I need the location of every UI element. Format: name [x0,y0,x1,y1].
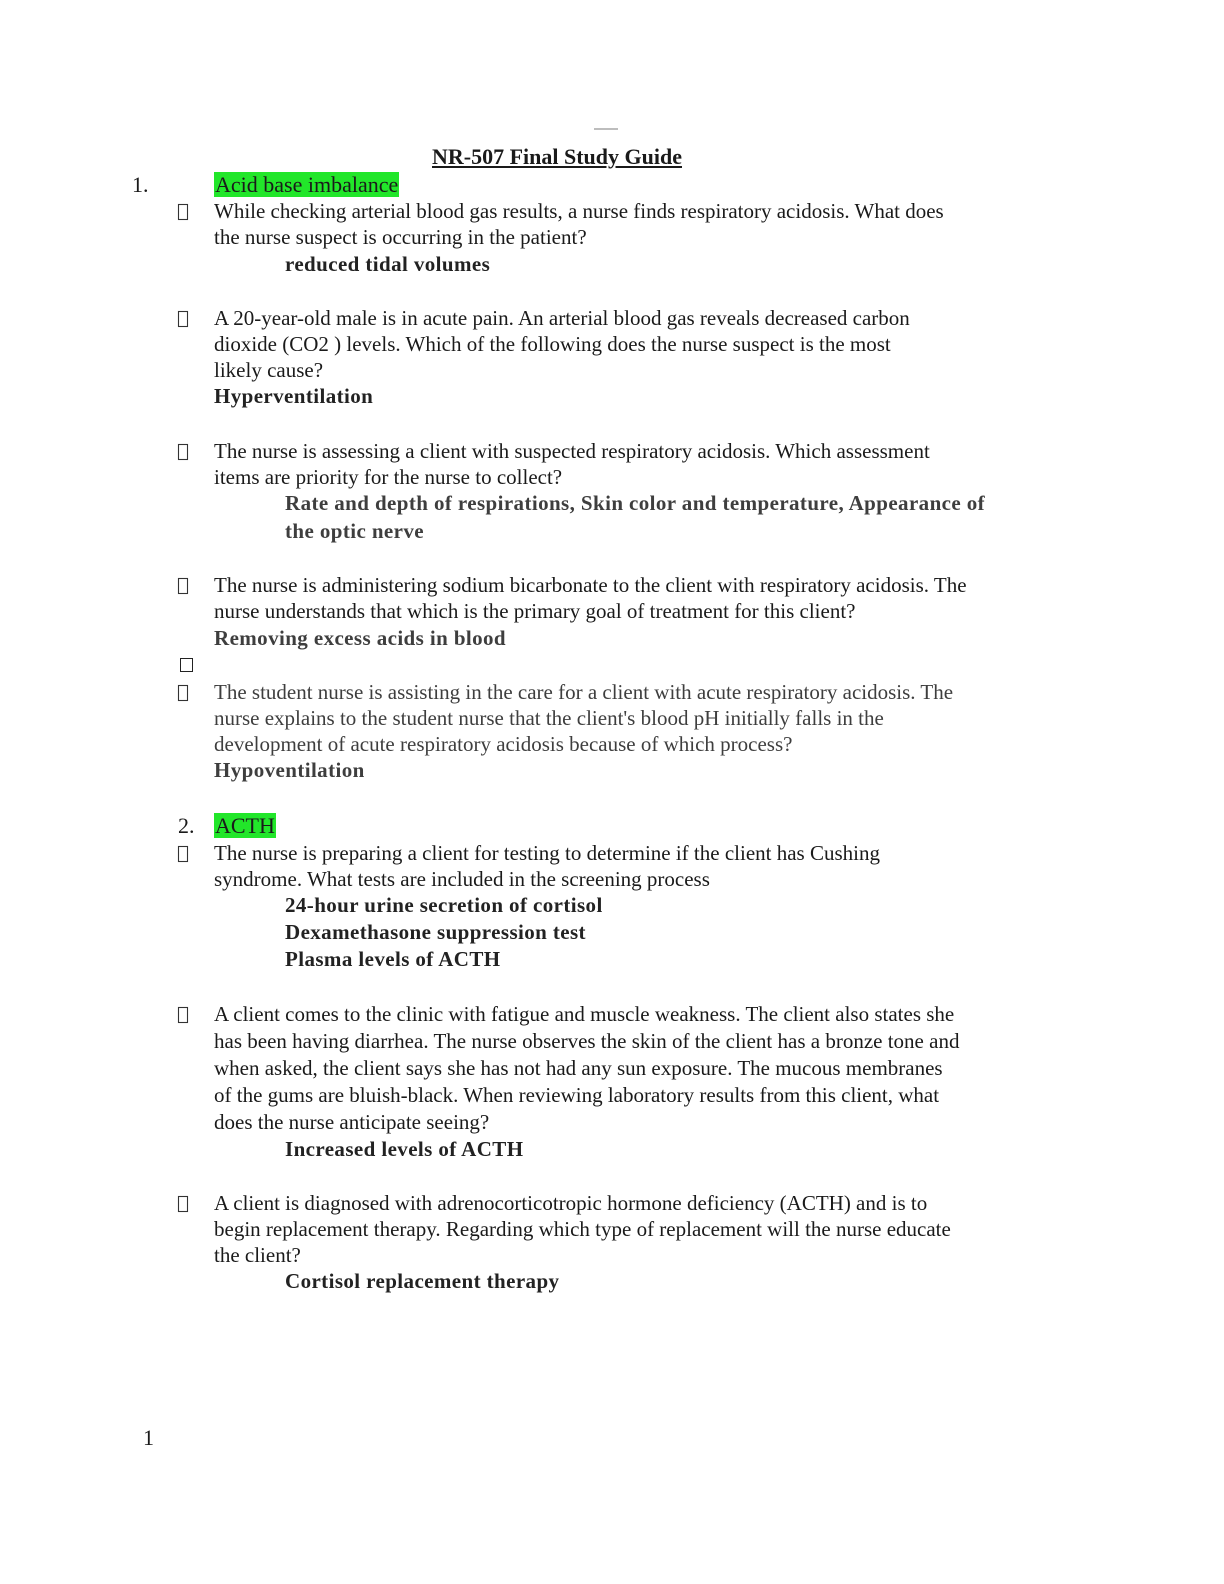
answer-line: Hyperventilation [214,384,374,408]
answer-line: Dexamethasone suppression test [285,920,586,944]
bullet-icon [176,203,190,221]
bullet-icon [176,1195,190,1213]
bullet-icon [176,845,190,863]
bullet-icon [176,684,190,702]
answer-line: Rate and depth of respirations, Skin color and temperature, Appearance of [285,491,986,515]
question-line: nurse understands that which is the primary goal of treatment for this client? [214,599,856,623]
answer-line: the optic nerve [285,519,424,543]
question-line: A 20-year-old male is in acute pain. An arterial blood gas reveals decreased carbon [214,306,910,330]
question-line: A client comes to the clinic with fatigue and muscle weakness. The client also states she [214,1002,955,1026]
question-line: A client is diagnosed with adrenocorticotropic hormone deficiency (ACTH) and is to [214,1191,928,1215]
bullet-icon [176,1006,190,1024]
question-line: While checking arterial blood gas results, a nurse finds respiratory acidosis. What does [214,199,944,223]
answer-line: Increased levels of ACTH [285,1137,524,1161]
question-line: likely cause? [214,358,324,382]
question-line: development of acute respiratory acidosis because of which process? [214,732,793,756]
question-line: dioxide (CO2 ) levels. Which of the following does the nurse suspect is the most [214,332,891,356]
question-line: The nurse is administering sodium bicarbonate to the client with respiratory acidosis. The [214,573,967,597]
question-line: The student nurse is assisting in the care for a client with acute respiratory acidosis. The [214,680,954,704]
answer-line: 24-hour urine secretion of cortisol [285,893,603,917]
question-line: has been having diarrhea. The nurse observes the skin of the client has a bronze tone and [214,1029,960,1053]
section-heading [214,172,399,198]
document-title: NR-507 Final Study Guide [432,144,682,169]
answer-line: Hypoventilation [214,758,365,782]
header-mark [594,128,618,130]
section-number: 2. [178,813,195,838]
question-line: the nurse suspect is occurring in the patient? [214,225,587,249]
section-number: 1. [132,172,149,197]
section-heading-text: Acid base imbalance [215,172,399,197]
question-line: begin replacement therapy. Regarding which type of replacement will the nurse educate [214,1217,951,1241]
question-line: The nurse is preparing a client for testing to determine if the client has Cushing [214,841,880,865]
question-line: The nurse is assessing a client with suspected respiratory acidosis. Which assessment [214,439,930,463]
answer-line: Plasma levels of ACTH [285,947,501,971]
answer-line: Cortisol replacement therapy [285,1269,560,1293]
bullet-icon [176,310,190,328]
page-number: 1 [143,1425,154,1450]
section-heading [214,813,276,839]
question-line: when asked, the client says she has not had any sun exposure. The mucous membranes [214,1056,943,1080]
question-line: items are priority for the nurse to collect? [214,465,563,489]
bullet-icon [176,577,190,595]
answer-line: Removing excess acids in blood [214,626,507,650]
section-heading-text: ACTH [215,813,275,838]
question-line: nurse explains to the student nurse that the client's blood pH initially falls in the [214,706,884,730]
question-line: the client? [214,1243,301,1267]
question-line: of the gums are bluish-black. When reviewing laboratory results from this client, what [214,1083,940,1107]
question-line: syndrome. What tests are included in the screening process [214,867,710,891]
bullet-icon [176,443,190,461]
answer-line: reduced tidal volumes [285,252,491,276]
question-line: does the nurse anticipate seeing? [214,1110,490,1134]
empty-square-icon [180,658,193,672]
